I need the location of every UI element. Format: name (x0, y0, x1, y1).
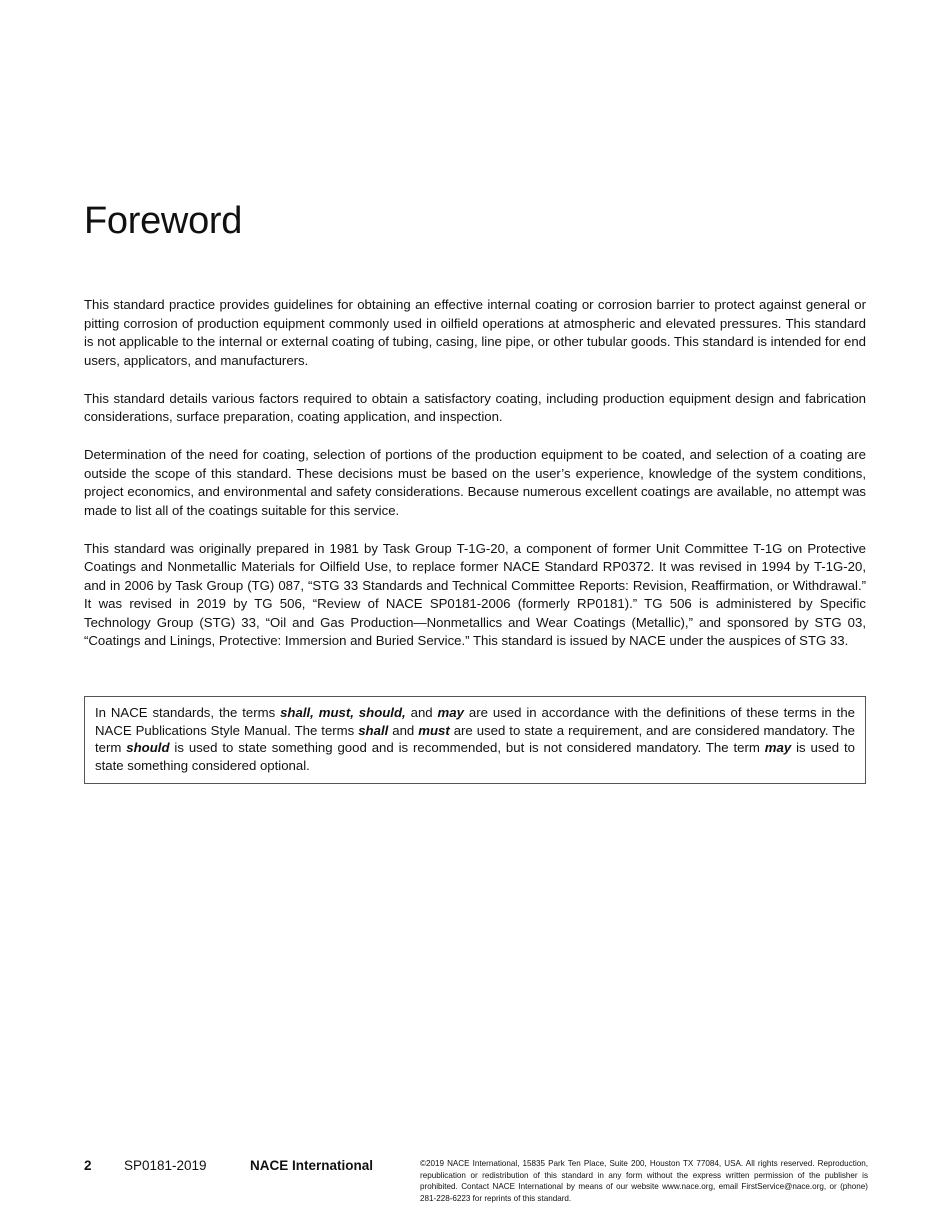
notice-term: should (126, 740, 170, 755)
notice-term: shall, must, should, (280, 705, 406, 720)
organization-name: NACE International (250, 1158, 374, 1173)
paragraph-scope: Determination of the need for coating, selection of portions of the production equipment to be coated, and selection of a coating are outside the scope of this standard. These decisions must be based on the user’s experience, knowledge of the system conditions, project economics, and environmental and safety considerations. Because numerous excellent coatings are available, no attempt was made to list all of the coatings suitable for this service. (84, 447, 866, 518)
notice-term: may (437, 705, 464, 720)
paragraph-details: This standard details various factors required to obtain a satisfactory coating, including production equipment design and fabrication considerations, surface preparation, coating application, and inspection. (84, 390, 866, 424)
paragraph-purpose: This standard practice provides guidelines for obtaining an effective internal coating or corrosion barrier to protect against general or pitting corrosion of production equipment commonly used in oilfield operations at atmospheric and elevated pressures. This standard is not applicable to the internal or external coating of tubing, casing, line pipe, or other tubular goods. This standard is intended for end users, applicators, and manufacturers. (84, 297, 866, 368)
terms-notice-box (84, 696, 866, 784)
notice-text: is used to state something good and is recommended, but is not considered mandatory. The term (169, 740, 765, 755)
notice-term: shall (358, 722, 389, 738)
notice-term: must (418, 722, 450, 738)
page-footer (84, 1158, 868, 1206)
copyright-notice: ©2019 NACE International, 15835 Park Ten Place, Suite 200, Houston TX 77084, USA. All rights reserved. Reproduction, republication or redistribution of this standard in any form without the express written permission of the publisher is prohibited. Contact NACE International by means of our website www.nace.org, email FirstService@nace.org, or (phone) 281-228-6223 for reprints of this standard. (420, 1159, 868, 1203)
paragraph-history: This standard was originally prepared in 1981 by Task Group T-1G-20, a component of former Unit Committee T-1G on Protective Coatings and Nonmetallic Materials for Oilfield Use, to replace former NACE Standard RP0372. It was revised in 1994 by T-1G-20, and in 2006 by Task Group (TG) 087, “STG 33 Standards and Technical Committee Reports: Revision, Reaffirmation, or Withdrawal.” It was revised in 2019 by TG 506, “Review of NACE SP0181-2006 (formerly RP0181).” TG 506 is administered by Specific Technology Group (STG) 33, “Oil and Gas Production—Nonmetallics and Wear Coatings (Metallic),” and sponsored by STG 03, “Coatings and Linings, Protective: Immersion and Buried Service.” This standard is issued by NACE under the auspices of STG 33. (84, 540, 866, 648)
notice-text: and (388, 722, 419, 738)
notice-text: and (405, 705, 438, 720)
notice-text: are used in accordance with the definitions of these terms in the NACE Publications Style Manual. The terms (95, 705, 856, 738)
notice-text: are used to state a requirement, and are considered mandatory. The term (95, 722, 855, 755)
notice-text: In NACE standards, the terms (95, 705, 281, 720)
document-id: SP0181-2019 (124, 1158, 207, 1173)
notice-term: may (764, 740, 792, 755)
page-title: Foreword (84, 200, 243, 242)
notice-text: is used to state something considered optional. (95, 740, 855, 773)
page-number: 2 (84, 1158, 92, 1173)
foreword-body (84, 296, 866, 670)
